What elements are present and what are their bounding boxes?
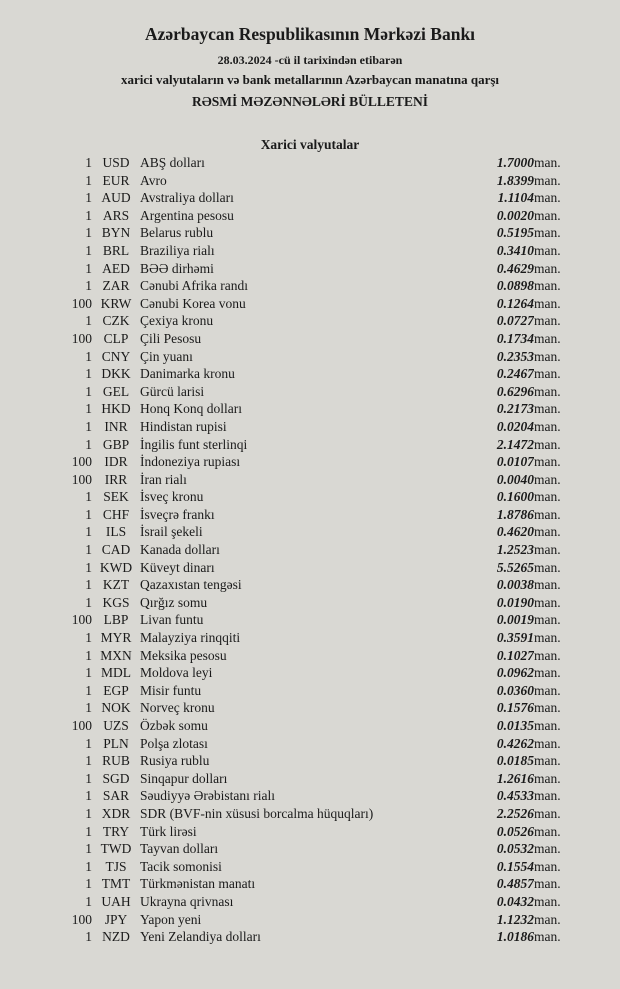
row-code: MXN bbox=[100, 647, 132, 663]
row-currency-name: Ukrayna qrivnası bbox=[140, 893, 234, 909]
row-quantity: 1 bbox=[85, 348, 92, 364]
row-currency-name: Çexiya kronu bbox=[140, 313, 214, 329]
row-rate: 0.0360 bbox=[496, 682, 534, 698]
row-rate: 1.2523 bbox=[496, 542, 534, 558]
row-quantity: 1 bbox=[85, 418, 92, 434]
row-unit: man. bbox=[534, 929, 561, 945]
row-code: PLN bbox=[103, 735, 129, 751]
row-quantity: 1 bbox=[85, 893, 92, 909]
row-currency-name: Livan funtu bbox=[140, 612, 204, 628]
row-currency-name: İsveç kronu bbox=[140, 489, 204, 505]
row-quantity: 1 bbox=[85, 559, 92, 575]
row-quantity: 1 bbox=[85, 542, 92, 558]
bank-title: Azərbaycan Respublikasının Mərkəzi Bankı bbox=[144, 24, 476, 44]
currency-row bbox=[0, 172, 620, 190]
effective-date-line: 28.03.2024 -cü il tarixindən etibarən bbox=[217, 53, 403, 67]
currency-row bbox=[0, 893, 620, 911]
currency-row bbox=[0, 911, 620, 929]
row-code: SEK bbox=[103, 489, 129, 505]
currency-row bbox=[0, 330, 620, 348]
row-unit: man. bbox=[534, 770, 561, 786]
row-quantity: 1 bbox=[85, 207, 92, 223]
currency-row bbox=[0, 365, 620, 383]
row-quantity: 1 bbox=[85, 366, 92, 382]
row-rate: 0.0962 bbox=[496, 665, 534, 681]
currency-row bbox=[0, 611, 620, 629]
row-currency-name: Misir funtu bbox=[140, 682, 202, 698]
row-rate: 0.0040 bbox=[496, 471, 534, 487]
row-currency-name: Türk lirəsi bbox=[140, 823, 197, 839]
row-unit: man. bbox=[534, 242, 561, 258]
row-currency-name: Meksika pesosu bbox=[140, 647, 227, 663]
row-unit: man. bbox=[534, 524, 561, 540]
currency-row bbox=[0, 559, 620, 577]
row-unit: man. bbox=[534, 401, 561, 417]
row-code: USD bbox=[102, 155, 130, 170]
row-unit: man. bbox=[534, 665, 561, 681]
row-unit: man. bbox=[534, 753, 561, 769]
row-code: GBP bbox=[102, 436, 130, 452]
row-quantity: 100 bbox=[71, 718, 92, 733]
row-rate: 0.1734 bbox=[496, 330, 534, 346]
currency-row bbox=[0, 506, 620, 524]
row-code: KZT bbox=[102, 577, 130, 593]
row-unit: man. bbox=[534, 295, 561, 311]
currency-row bbox=[0, 594, 620, 612]
currency-row bbox=[0, 277, 620, 295]
row-quantity: 1 bbox=[85, 841, 92, 857]
row-quantity: 1 bbox=[85, 770, 92, 786]
row-unit: man. bbox=[534, 577, 561, 593]
row-currency-name: Yeni Zelandiya dolları bbox=[140, 929, 261, 945]
row-quantity: 1 bbox=[85, 858, 92, 874]
row-unit: man. bbox=[534, 805, 561, 821]
row-currency-name: Cənubi Korea vonu bbox=[140, 295, 246, 311]
currency-row bbox=[0, 752, 620, 770]
row-quantity: 100 bbox=[71, 471, 92, 487]
row-currency-name: Malayziya rinqqiti bbox=[140, 630, 241, 646]
row-rate: 0.4857 bbox=[496, 876, 534, 892]
row-unit: man. bbox=[534, 225, 561, 241]
row-currency-name: Braziliya rialı bbox=[140, 242, 215, 258]
row-quantity: 1 bbox=[85, 383, 92, 399]
row-rate: 0.0432 bbox=[496, 893, 534, 909]
row-currency-name: Kanada dolları bbox=[140, 542, 220, 558]
row-unit: man. bbox=[534, 190, 561, 206]
row-code: TWD bbox=[100, 841, 132, 857]
currency-row bbox=[0, 823, 620, 841]
row-quantity: 100 bbox=[71, 911, 92, 927]
row-unit: man. bbox=[534, 735, 561, 751]
row-rate: 0.4262 bbox=[496, 735, 534, 751]
currency-row bbox=[0, 348, 620, 366]
currency-row bbox=[0, 312, 620, 330]
row-code: KRW bbox=[100, 295, 132, 311]
row-unit: man. bbox=[534, 542, 561, 558]
row-currency-name: İsveçrə frankı bbox=[140, 506, 215, 522]
row-unit: man. bbox=[534, 823, 561, 839]
row-currency-name: Norveç kronu bbox=[140, 700, 215, 716]
row-code: MYR bbox=[100, 630, 132, 646]
currency-row bbox=[0, 154, 620, 172]
currency-row bbox=[0, 207, 620, 225]
currency-row bbox=[0, 436, 620, 454]
row-unit: man. bbox=[534, 630, 561, 646]
currency-row bbox=[0, 418, 620, 436]
row-currency-name: SDR (BVF-nin xüsusi borcalma hüquqları) bbox=[140, 805, 374, 821]
row-code: AUD bbox=[101, 190, 131, 206]
currency-row bbox=[0, 664, 620, 682]
row-quantity: 1 bbox=[85, 524, 92, 540]
row-currency-name: Rusiya rublu bbox=[140, 753, 210, 769]
row-rate: 0.1027 bbox=[496, 647, 534, 663]
row-currency-name: Danimarka kronu bbox=[140, 366, 235, 382]
row-code: GEL bbox=[102, 383, 130, 399]
row-rate: 1.2616 bbox=[496, 770, 534, 786]
row-quantity: 1 bbox=[85, 594, 92, 610]
currency-row bbox=[0, 875, 620, 893]
row-quantity: 1 bbox=[85, 665, 92, 681]
row-quantity: 1 bbox=[85, 225, 92, 241]
currency-row bbox=[0, 471, 620, 489]
row-unit: man. bbox=[534, 207, 561, 223]
row-quantity: 1 bbox=[85, 577, 92, 593]
row-currency-name: Cənubi Afrika randı bbox=[140, 278, 248, 294]
currency-row bbox=[0, 400, 620, 418]
row-code: UAH bbox=[101, 893, 131, 909]
currency-row bbox=[0, 189, 620, 207]
row-rate: 0.2467 bbox=[496, 366, 534, 382]
row-rate: 0.0185 bbox=[496, 753, 534, 769]
row-code: BRL bbox=[102, 242, 130, 258]
row-currency-name: Gürcü larisi bbox=[140, 383, 205, 399]
row-currency-name: Tayvan dolları bbox=[140, 841, 219, 857]
row-code: INR bbox=[104, 418, 128, 434]
row-unit: man. bbox=[534, 858, 561, 874]
row-unit: man. bbox=[534, 893, 561, 909]
row-unit: man. bbox=[534, 454, 561, 470]
row-currency-name: Özbək somu bbox=[140, 718, 208, 733]
row-quantity: 100 bbox=[71, 295, 92, 311]
currency-row bbox=[0, 576, 620, 594]
currency-row bbox=[0, 805, 620, 823]
row-quantity: 1 bbox=[85, 242, 92, 258]
row-unit: man. bbox=[534, 155, 561, 170]
row-code: EUR bbox=[102, 172, 130, 188]
row-currency-name: İsrail şekeli bbox=[140, 524, 203, 540]
row-unit: man. bbox=[534, 330, 561, 346]
row-quantity: 1 bbox=[85, 260, 92, 276]
row-rate: 1.8786 bbox=[496, 506, 534, 522]
row-currency-name: Yapon yeni bbox=[140, 911, 202, 927]
currency-row bbox=[0, 770, 620, 788]
row-unit: man. bbox=[534, 471, 561, 487]
currency-row bbox=[0, 224, 620, 242]
row-rate: 0.0107 bbox=[496, 454, 534, 470]
row-quantity: 1 bbox=[85, 313, 92, 329]
row-quantity: 1 bbox=[85, 278, 92, 294]
row-rate: 0.0204 bbox=[496, 418, 534, 434]
row-code: JPY bbox=[104, 911, 128, 927]
row-quantity: 1 bbox=[85, 753, 92, 769]
currency-row bbox=[0, 699, 620, 717]
row-code: CNY bbox=[101, 348, 131, 364]
bulletin-title: RƏSMİ MƏZƏNNƏLƏRİ BÜLLETENİ bbox=[192, 94, 428, 109]
currency-row bbox=[0, 735, 620, 753]
row-code: ZAR bbox=[102, 278, 130, 294]
row-rate: 0.0190 bbox=[496, 594, 534, 610]
row-unit: man. bbox=[534, 348, 561, 364]
currency-table-body bbox=[0, 154, 620, 946]
row-currency-name: Honq Konq dolları bbox=[140, 401, 242, 417]
row-rate: 0.3591 bbox=[496, 630, 534, 646]
row-code: SAR bbox=[102, 788, 130, 804]
row-code: HKD bbox=[101, 401, 131, 417]
row-quantity: 1 bbox=[85, 929, 92, 945]
row-code: DKK bbox=[101, 366, 131, 382]
row-rate: 5.5265 bbox=[496, 559, 534, 575]
row-code: LBP bbox=[103, 612, 129, 628]
currency-row bbox=[0, 629, 620, 647]
row-code: NOK bbox=[101, 700, 131, 716]
row-unit: man. bbox=[534, 841, 561, 857]
row-rate: 0.4533 bbox=[496, 788, 534, 804]
row-quantity: 1 bbox=[85, 630, 92, 646]
currency-row bbox=[0, 242, 620, 260]
row-unit: man. bbox=[534, 876, 561, 892]
currency-row bbox=[0, 523, 620, 541]
row-quantity: 1 bbox=[85, 172, 92, 188]
row-rate: 2.2526 bbox=[496, 805, 534, 821]
row-code: ILS bbox=[105, 524, 127, 540]
row-quantity: 1 bbox=[85, 506, 92, 522]
row-code: CAD bbox=[101, 542, 131, 558]
row-code: CZK bbox=[102, 313, 130, 329]
row-currency-name: Polşa zlotası bbox=[140, 735, 208, 751]
row-quantity: 1 bbox=[85, 155, 92, 170]
row-currency-name: Belarus rublu bbox=[140, 225, 214, 241]
row-rate: 0.0532 bbox=[496, 841, 534, 857]
row-currency-name: Səudiyyə Ərəbistanı rialı bbox=[140, 788, 275, 804]
row-code: MDL bbox=[101, 665, 131, 681]
row-rate: 0.0038 bbox=[496, 577, 534, 593]
currency-row bbox=[0, 682, 620, 700]
row-rate: 0.4620 bbox=[496, 524, 534, 540]
currency-row bbox=[0, 453, 620, 471]
row-currency-name: İndoneziya rupiası bbox=[140, 454, 241, 470]
row-rate: 0.0020 bbox=[496, 207, 534, 223]
currency-row bbox=[0, 647, 620, 665]
row-rate: 1.1104 bbox=[497, 190, 534, 206]
row-unit: man. bbox=[534, 506, 561, 522]
row-unit: man. bbox=[534, 172, 561, 188]
row-currency-name: Qazaxıstan tengəsi bbox=[140, 577, 242, 593]
row-quantity: 1 bbox=[85, 401, 92, 417]
row-rate: 1.8399 bbox=[496, 172, 534, 188]
row-unit: man. bbox=[534, 700, 561, 716]
row-rate: 0.0727 bbox=[496, 313, 534, 329]
row-currency-name: İran rialı bbox=[140, 471, 187, 487]
row-currency-name: Argentina pesosu bbox=[140, 207, 234, 223]
row-code: EGP bbox=[103, 682, 129, 698]
row-rate: 0.1554 bbox=[496, 858, 534, 874]
row-rate: 1.0186 bbox=[496, 929, 534, 945]
row-quantity: 1 bbox=[85, 436, 92, 452]
currency-row bbox=[0, 541, 620, 559]
row-unit: man. bbox=[534, 788, 561, 804]
row-quantity: 100 bbox=[71, 612, 92, 628]
section-title-foreign-currencies: Xarici valyutalar bbox=[260, 137, 360, 152]
row-rate: 0.4629 bbox=[496, 260, 534, 276]
row-currency-name: Çili Pesosu bbox=[140, 330, 202, 346]
row-code: SGD bbox=[102, 770, 130, 786]
row-quantity: 1 bbox=[85, 190, 92, 206]
row-quantity: 1 bbox=[85, 489, 92, 505]
row-rate: 0.1600 bbox=[496, 489, 534, 505]
row-quantity: 1 bbox=[85, 700, 92, 716]
row-currency-name: BƏƏ dirhəmi bbox=[140, 260, 214, 276]
row-rate: 0.2353 bbox=[496, 348, 534, 364]
row-rate: 0.5195 bbox=[496, 225, 534, 241]
row-quantity: 1 bbox=[85, 682, 92, 698]
currency-row bbox=[0, 840, 620, 858]
row-rate: 0.0135 bbox=[496, 718, 534, 733]
row-currency-name: Sinqapur dolları bbox=[140, 770, 228, 786]
row-unit: man. bbox=[534, 366, 561, 382]
row-currency-name: Avro bbox=[140, 172, 167, 188]
row-rate: 0.1576 bbox=[496, 700, 534, 716]
currency-row bbox=[0, 260, 620, 278]
row-code: NZD bbox=[102, 929, 130, 945]
currency-row bbox=[0, 295, 620, 313]
row-currency-name: Tacik somonisi bbox=[140, 858, 222, 874]
row-code: TJS bbox=[105, 858, 127, 874]
row-currency-name: ABŞ dolları bbox=[140, 155, 205, 170]
row-code: XDR bbox=[101, 805, 131, 821]
row-unit: man. bbox=[534, 260, 561, 276]
currency-row bbox=[0, 717, 620, 735]
row-code: ARS bbox=[102, 207, 130, 223]
row-rate: 0.0019 bbox=[496, 612, 534, 628]
row-unit: man. bbox=[534, 278, 561, 294]
row-unit: man. bbox=[534, 436, 561, 452]
row-code: TMT bbox=[101, 876, 131, 892]
row-currency-name: Moldova leyi bbox=[140, 665, 213, 681]
currency-row bbox=[0, 787, 620, 805]
row-code: RUB bbox=[102, 753, 130, 769]
row-code: KWD bbox=[99, 559, 133, 575]
row-code: CHF bbox=[102, 506, 130, 522]
row-currency-name: Qırğız somu bbox=[140, 594, 208, 610]
row-code: BYN bbox=[101, 225, 131, 241]
row-unit: man. bbox=[534, 682, 561, 698]
row-unit: man. bbox=[534, 911, 561, 927]
row-unit: man. bbox=[534, 718, 561, 733]
row-currency-name: İngilis funt sterlinqi bbox=[140, 436, 248, 452]
row-code: AED bbox=[102, 260, 130, 276]
row-unit: man. bbox=[534, 313, 561, 329]
row-quantity: 1 bbox=[85, 823, 92, 839]
row-unit: man. bbox=[534, 594, 561, 610]
row-unit: man. bbox=[534, 489, 561, 505]
currency-row bbox=[0, 488, 620, 506]
row-rate: 1.1232 bbox=[496, 911, 534, 927]
row-unit: man. bbox=[534, 383, 561, 399]
row-unit: man. bbox=[534, 418, 561, 434]
row-rate: 0.0898 bbox=[496, 278, 534, 294]
row-unit: man. bbox=[534, 559, 561, 575]
row-quantity: 1 bbox=[85, 788, 92, 804]
row-rate: 0.6296 bbox=[496, 383, 534, 399]
row-quantity: 100 bbox=[71, 454, 92, 470]
row-currency-name: Hindistan rupisi bbox=[140, 418, 227, 434]
scope-line: xarici valyutaların və bank metallarının Azərbaycan manatına qarşı bbox=[120, 72, 500, 87]
row-rate: 0.0526 bbox=[496, 823, 534, 839]
row-quantity: 100 bbox=[71, 330, 92, 346]
currency-row bbox=[0, 858, 620, 876]
row-quantity: 1 bbox=[85, 805, 92, 821]
row-currency-name: Avstraliya dolları bbox=[140, 190, 234, 206]
row-code: CLP bbox=[103, 330, 129, 346]
row-code: TRY bbox=[102, 823, 130, 839]
row-unit: man. bbox=[534, 647, 561, 663]
row-rate: 0.1264 bbox=[496, 295, 534, 311]
currency-row bbox=[0, 383, 620, 401]
exchange-rates-table bbox=[0, 154, 620, 946]
row-quantity: 1 bbox=[85, 876, 92, 892]
row-code: IDR bbox=[104, 454, 128, 470]
row-quantity: 1 bbox=[85, 647, 92, 663]
row-quantity: 1 bbox=[85, 735, 92, 751]
row-rate: 0.3410 bbox=[496, 242, 534, 258]
row-code: IRR bbox=[104, 471, 128, 487]
row-currency-name: Küveyt dinarı bbox=[140, 559, 215, 575]
row-code: UZS bbox=[103, 718, 129, 733]
row-rate: 0.2173 bbox=[496, 401, 534, 417]
row-rate: 2.1472 bbox=[496, 436, 534, 452]
row-currency-name: Türkmənistan manatı bbox=[140, 876, 256, 892]
row-unit: man. bbox=[534, 612, 561, 628]
row-currency-name: Çin yuanı bbox=[140, 348, 193, 364]
row-rate: 1.7000 bbox=[496, 155, 534, 170]
currency-row bbox=[0, 928, 620, 946]
row-code: KGS bbox=[102, 594, 130, 610]
